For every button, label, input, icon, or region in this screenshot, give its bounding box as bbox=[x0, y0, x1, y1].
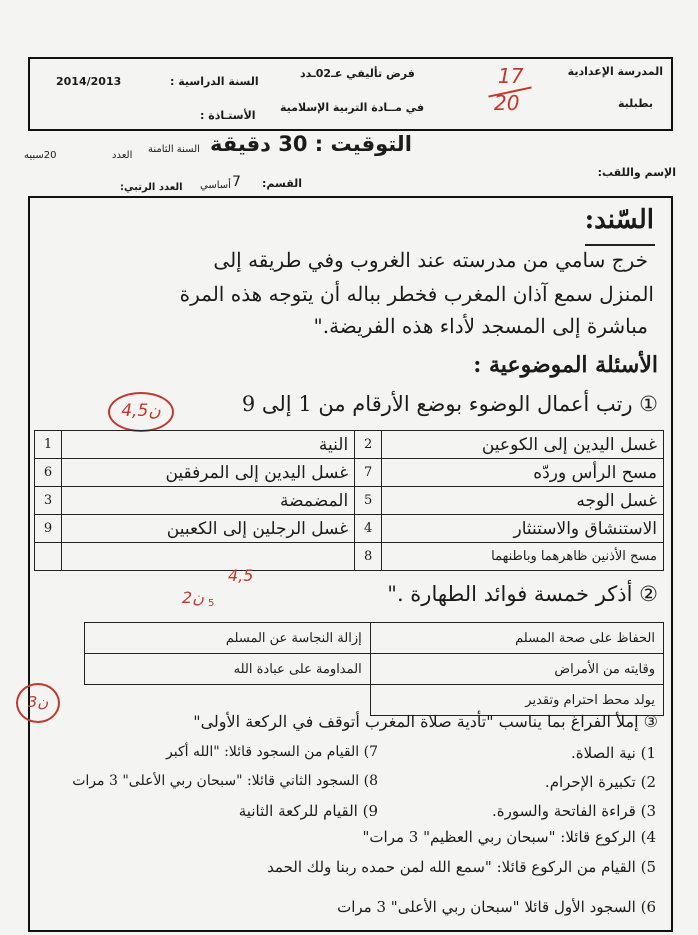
right-number-cell: 4 bbox=[355, 515, 382, 543]
right-text-cell: غسل الوجه bbox=[382, 487, 664, 515]
prayer-step-2: 2) تكبيرة الإحرام. bbox=[544, 773, 656, 791]
right-text-cell: الاستنشاق والاستنثار bbox=[382, 515, 664, 543]
question-1: ① رتب أعمال الوضوء بوضع الأرقام من 1 إلى 9 bbox=[241, 392, 658, 416]
table-row bbox=[35, 459, 664, 487]
sanad-line-3: مباشرة إلى المسجد لأداء هذه الفريضة." bbox=[313, 314, 648, 338]
name-label: الإسم واللقب: bbox=[597, 166, 676, 179]
final-grade bbox=[488, 64, 532, 118]
school-name: المدرسة الإعدادية bbox=[567, 65, 663, 78]
test-title: فرض تأليفي عـ02ـدد bbox=[300, 67, 415, 80]
question-2-score-small: 5 bbox=[208, 598, 215, 609]
school-place: بطبلبة bbox=[618, 97, 653, 110]
table-row bbox=[85, 623, 664, 654]
grade-score: 17 bbox=[498, 64, 524, 88]
question-1-score-note: 4,5 bbox=[228, 566, 254, 585]
left-text-cell: المضمضة bbox=[62, 487, 355, 515]
class-name: السنة الثامنة bbox=[148, 144, 200, 155]
left-benefit-cell: المداومة على عبادة الله bbox=[85, 654, 371, 685]
prayer-step-1: 1) نية الصلاة. bbox=[570, 744, 656, 762]
school-year: 2014/2013 bbox=[56, 75, 122, 88]
year-label: السنة الدراسية : bbox=[170, 75, 259, 88]
question-2: ② أذكر خمسة فوائد الطهارة ." bbox=[387, 582, 658, 606]
left-number-cell: 9 bbox=[35, 515, 62, 543]
right-number-cell: 8 bbox=[355, 543, 382, 571]
left-benefit-cell bbox=[85, 685, 371, 716]
left-number-cell: 3 bbox=[35, 487, 62, 515]
prayer-step-5: 5) القيام من الركوع قائلا: "سمع الله لمن حمده ربنا ولك الحمد bbox=[267, 858, 656, 876]
left-text-cell: غسل اليدين إلى المرفقين bbox=[62, 459, 355, 487]
teacher-label: الأستـاذة : bbox=[200, 109, 256, 122]
left-benefit-cell: إزالة النجاسة عن المسلم bbox=[85, 623, 371, 654]
questions-title: الأسئلة الموضوعية : bbox=[473, 352, 658, 378]
sanad-line-1: خرج سامي من مدرسته عند الغروب وفي طريقه إلى bbox=[213, 248, 648, 272]
right-number-cell: 5 bbox=[355, 487, 382, 515]
right-text-cell: مسح الأذنين ظاهرهما وباطنهما bbox=[382, 543, 664, 571]
table-row bbox=[35, 431, 664, 459]
subject-title: في مــادة التربية الإسلامية bbox=[280, 101, 425, 114]
sanad-line-2: المنزل سمع آذان المغرب فخطر بباله أن يتوجه هذه المرة bbox=[179, 282, 654, 306]
left-text-cell: غسل الرجلين إلى الكعبين bbox=[62, 515, 355, 543]
sanad-underline bbox=[585, 244, 655, 246]
right-benefit-cell: يولد محط احترام وتقدير bbox=[370, 685, 663, 716]
prayer-step-6: 6) السجود الأول قائلا "سبحان ربي الأعلى" 3 مرات bbox=[337, 898, 656, 916]
table-row bbox=[35, 543, 664, 571]
table-row bbox=[85, 685, 664, 716]
question-3: ③ إملأ الفراغ بما يناسب "تأدية صلاة المغرب أتوقف في الركعة الأولى" bbox=[193, 712, 658, 731]
prayer-step-7: 7) القيام من السجود قائلا: "الله أكبر bbox=[166, 744, 378, 760]
prayer-step-9: 9) القيام للركعة الثانية bbox=[238, 802, 378, 820]
sanad-title: السّند: bbox=[584, 205, 654, 235]
right-benefit-cell: الحفاظ على صحة المسلم bbox=[370, 623, 663, 654]
right-text-cell: مسح الرأس وردّه bbox=[382, 459, 664, 487]
exam-header-box bbox=[28, 57, 673, 131]
left-text-cell bbox=[62, 543, 355, 571]
right-number-cell: 7 bbox=[355, 459, 382, 487]
wudu-order-table bbox=[34, 430, 664, 571]
level-label: أساسي bbox=[200, 180, 231, 191]
prayer-step-4: 4) الركوع قائلا: "سبحان ربي العظيم" 3 مرات" bbox=[362, 828, 656, 846]
purity-benefits-table bbox=[84, 622, 664, 716]
prayer-step-8: 8) السجود الثاني قائلا: "سبحان ربي الأعلى" 3 مرات bbox=[72, 773, 378, 789]
left-number-cell bbox=[35, 543, 62, 571]
question-1-score: 4,5ن bbox=[108, 392, 174, 432]
prayer-step-3: 3) قراءة الفاتحة والسورة. bbox=[491, 802, 656, 820]
question-3-score: 3ن bbox=[16, 683, 60, 723]
section-label: القسم: bbox=[262, 177, 303, 190]
section-value: 7 bbox=[232, 174, 241, 190]
number-label: العدد bbox=[112, 150, 133, 161]
student-number: 20سبيه bbox=[24, 150, 57, 161]
right-benefit-cell: وقايته من الأمراض bbox=[370, 654, 663, 685]
timing: التوقيت : 30 دقيقة bbox=[210, 132, 412, 156]
right-text-cell: غسل اليدين إلى الكوعين bbox=[382, 431, 664, 459]
table-row bbox=[85, 654, 664, 685]
left-number-cell: 6 bbox=[35, 459, 62, 487]
grade-total: 20 bbox=[494, 91, 520, 115]
question-2-score: 2ن bbox=[182, 588, 204, 607]
table-row bbox=[35, 487, 664, 515]
rank-label: العدد الرتبي: bbox=[120, 182, 183, 193]
left-text-cell: النية bbox=[62, 431, 355, 459]
table-row bbox=[35, 515, 664, 543]
left-number-cell: 1 bbox=[35, 431, 62, 459]
right-number-cell: 2 bbox=[355, 431, 382, 459]
